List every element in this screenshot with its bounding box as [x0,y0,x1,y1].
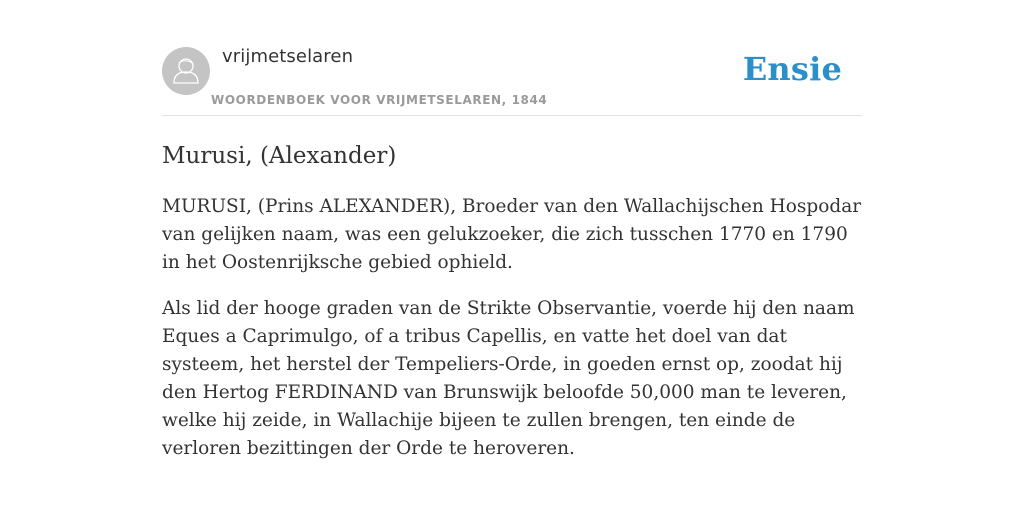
entry-card [162,40,862,463]
source-label[interactable]: WOORDENBOEK VOOR VRIJMETSELAREN, 1844 [211,93,548,107]
author-name[interactable]: vrijmetselaren [222,46,354,67]
brand-logo[interactable]: Ensie [742,50,842,88]
entry-paragraph: Als lid der hooge graden van de Strikte Observantie, voerde hij den naam Eques a Caprimulgo, of a tribus Capellis, en vatte het doel van dat systeem, het herstel der Tempeliers-Orde, in goeden ernst op, zoodat hij den Hertog FERDINAND van Brunswijk beloofde 50,000 man te leveren, welke hij zeide, in Wallachije bijeen te zullen brengen, ten einde de verloren bezittingen der Orde te heroveren. [162,298,855,459]
avatar[interactable] [162,47,210,95]
entry-header [162,40,862,116]
user-icon [162,47,210,95]
entry-title: Murusi, (Alexander) [162,143,397,169]
entry-paragraph: MURUSI, (Prins ALEXANDER), Broeder van den Wallachijschen Hospodar van gelijken naam, was een gelukzoeker, die zich tusschen 1770 en 1790 in het Oostenrijksche gebied ophield. [162,196,862,273]
